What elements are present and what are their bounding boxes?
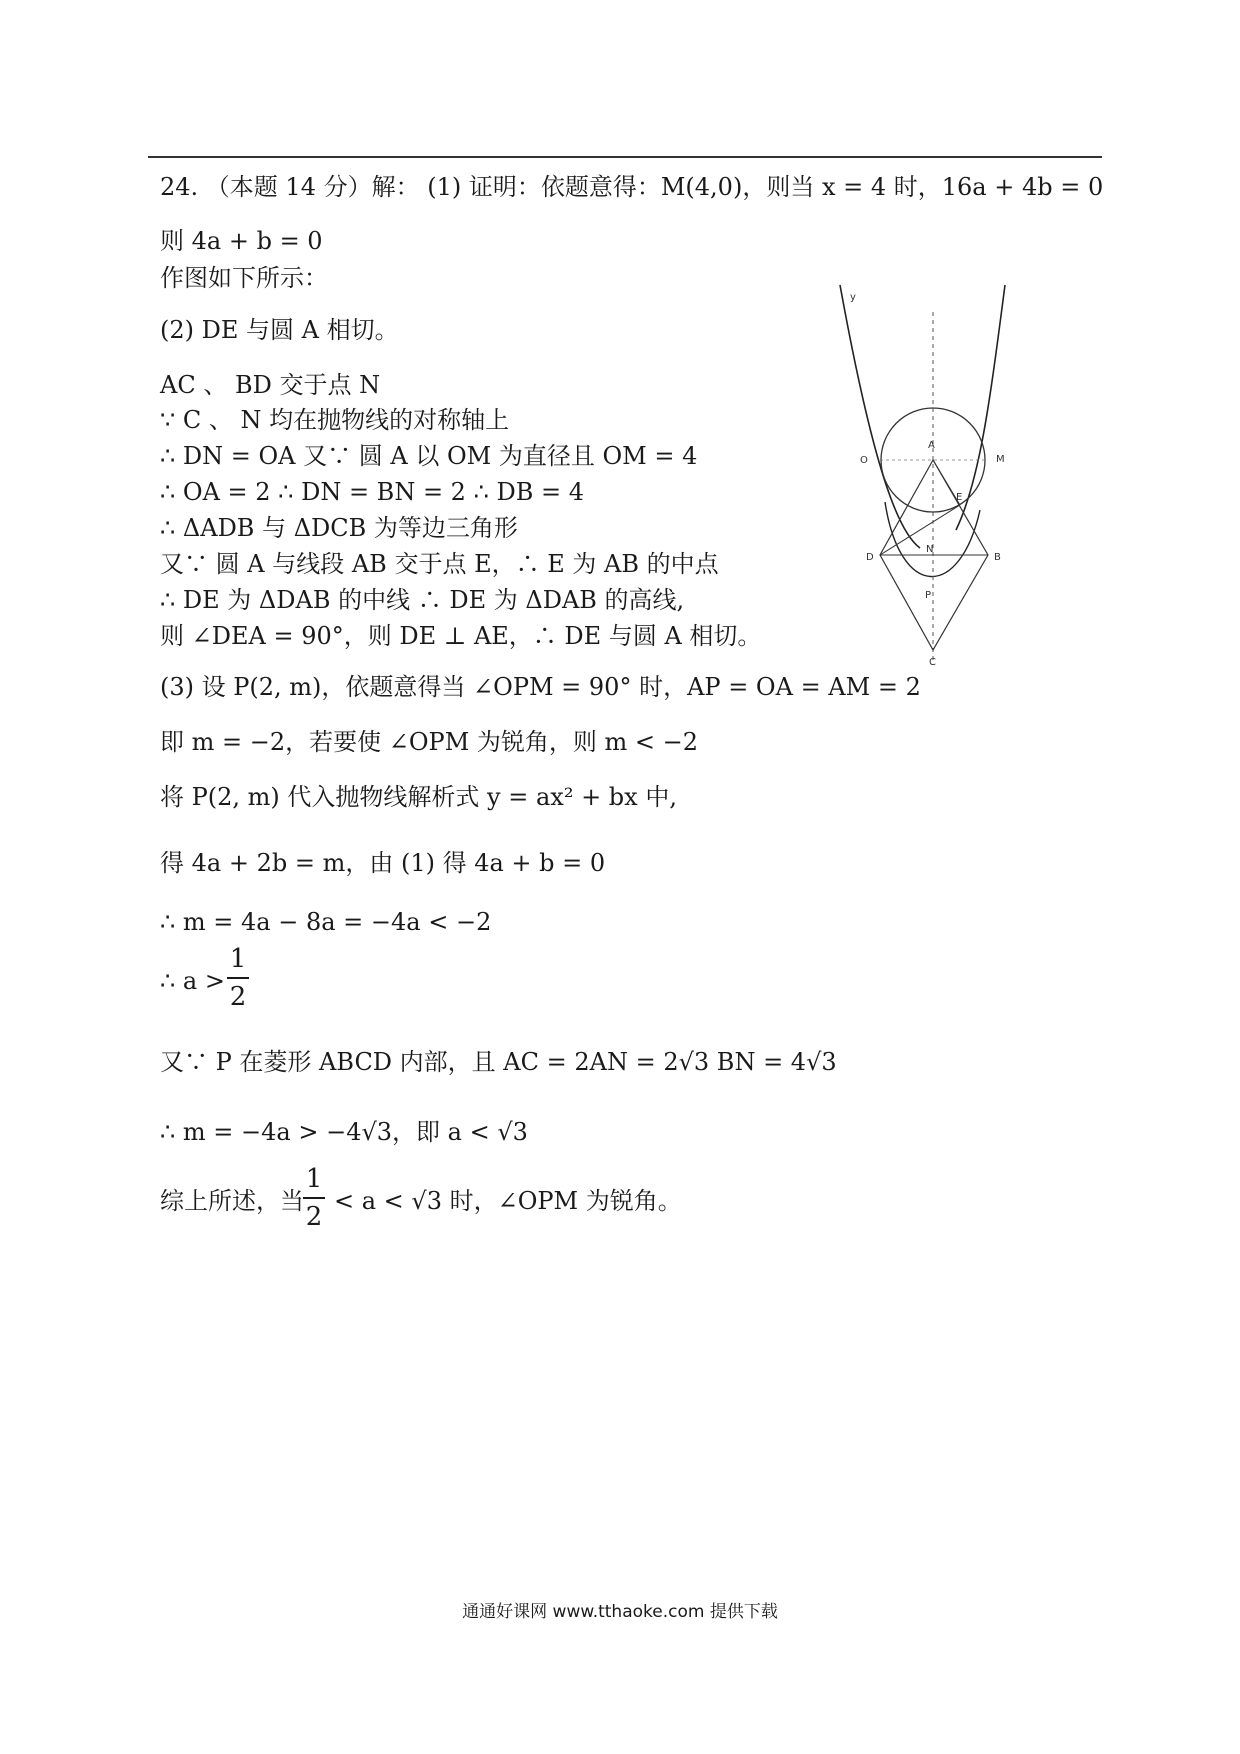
label-y: y: [850, 292, 856, 303]
fraction-line-b-suffix: < a < √3 时，∠OPM 为锐角。: [334, 1187, 682, 1215]
solution-line-4: (2) DE 与圆 A 相切。: [160, 316, 399, 344]
solution-line-12: 则 ∠DEA = 90°，则 DE ⊥ AE，∴ DE 与圆 A 相切。: [160, 622, 762, 650]
fraction-line-a-prefix: ∴ a >: [160, 967, 225, 995]
footer-source: 通通好课网 www.tthaoke.com 提供下载: [462, 1602, 778, 1622]
label-e: E: [956, 492, 963, 503]
solution-line-9: ∴ ΔADB 与 ΔDCB 为等边三角形: [160, 514, 518, 542]
fraction-line-b-bar: [303, 1197, 325, 1199]
solution-line-13: (3) 设 P(2, m)，依题意得当 ∠OPM = 90° 时，AP = OA = AM = 2: [160, 673, 921, 701]
solution-line-10: 又∵ 圆 A 与线段 AB 交于点 E，∴ E 为 AB 的中点: [160, 550, 719, 578]
solution-line-8: ∴ OA = 2 ∴ DN = BN = 2 ∴ DB = 4: [160, 478, 584, 506]
label-c: C: [929, 657, 936, 668]
fraction-line-b-prefix: 综上所述，当: [160, 1187, 304, 1215]
header-rule: [148, 156, 1102, 158]
solution-line-15: 将 P(2, m) 代入抛物线解析式 y = ax² + bx 中,: [160, 783, 677, 811]
solution-line-3: 作图如下所示：: [160, 264, 328, 292]
solution-line-14: 即 m = −2，若要使 ∠OPM 为锐角，则 m < −2: [160, 728, 699, 756]
label-n: N: [926, 544, 934, 555]
solution-line-5: AC 、 BD 交于点 N: [160, 371, 381, 399]
label-o: O: [860, 455, 868, 466]
label-d: D: [866, 552, 874, 563]
solution-line-7: ∴ DN = OA 又∵ 圆 A 以 OM 为直径且 OM = 4: [160, 442, 698, 470]
geometry-figure: [830, 280, 1030, 680]
fraction-line-b-denominator: 2: [305, 1202, 323, 1232]
fraction-line-a-bar: [227, 977, 249, 979]
label-m: M: [996, 454, 1005, 465]
label-b: B: [994, 552, 1001, 563]
fraction-line-a-numerator: 1: [229, 944, 247, 974]
parabola-left-arm: [840, 285, 920, 548]
label-p: P: [925, 590, 932, 601]
label-a: A: [928, 440, 935, 451]
fraction-line-a-denominator: 2: [229, 982, 247, 1012]
solution-line-17: ∴ m = 4a − 8a = −4a < −2: [160, 908, 492, 936]
solution-line-11: ∴ DE 为 ΔDAB 的中线 ∴ DE 为 ΔDAB 的高线,: [160, 586, 685, 614]
solution-line-18: 又∵ P 在菱形 ABCD 内部，且 AC = 2AN = 2√3 BN = 4√3: [160, 1048, 837, 1076]
solution-line-1: 24. （本题 14 分）解： (1) 证明：依题意得：M(4,0)，则当 x = 4 时，16a + 4b = 0: [160, 173, 1104, 201]
solution-line-6: ∵ C 、 N 均在抛物线的对称轴上: [160, 406, 510, 434]
solution-line-19: ∴ m = −4a > −4√3，即 a < √3: [160, 1118, 528, 1146]
solution-line-16: 得 4a + 2b = m，由 (1) 得 4a + b = 0: [160, 849, 606, 877]
parabola-right-arm: [956, 285, 1005, 530]
fraction-line-b-numerator: 1: [305, 1164, 323, 1194]
solution-line-2: 则 4a + b = 0: [160, 227, 323, 255]
